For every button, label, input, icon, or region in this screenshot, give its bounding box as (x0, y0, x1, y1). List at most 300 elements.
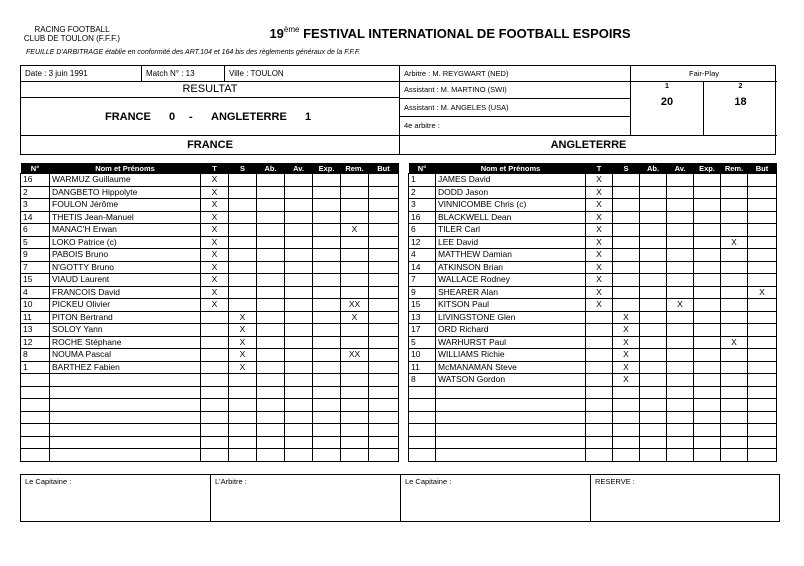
column-header: Nom et Prénoms (436, 163, 586, 174)
table-cell: XX (341, 349, 369, 362)
table-cell (748, 224, 777, 237)
assistant-1: Assistant : M. MARTINO (SWI) (400, 82, 631, 99)
table-cell (640, 374, 667, 387)
table-cell: X (721, 236, 748, 249)
table-cell (721, 249, 748, 262)
table-cell: X (229, 336, 257, 349)
table-cell (50, 374, 201, 387)
table-cell (229, 374, 257, 387)
table-cell: X (613, 324, 640, 337)
table-cell (369, 349, 399, 362)
table-cell (640, 249, 667, 262)
table-cell: NOUMA Pascal (50, 349, 201, 362)
table-cell (313, 424, 341, 437)
table-cell (313, 374, 341, 387)
table-cell: LOKO Patrice (c) (50, 236, 201, 249)
table-row (21, 249, 399, 262)
table-cell (667, 286, 694, 299)
table-cell (201, 399, 229, 412)
score-value2: 1 (305, 111, 312, 123)
table-cell (748, 261, 777, 274)
column-header: Av. (285, 163, 313, 174)
table-row (21, 211, 399, 224)
table-cell (586, 374, 613, 387)
table-cell (341, 424, 369, 437)
table-row (409, 374, 777, 387)
match-date: Date : 3 juin 1991 (21, 66, 142, 82)
table-cell: X (201, 286, 229, 299)
table-cell (229, 249, 257, 262)
table-cell (21, 399, 50, 412)
table-cell (285, 224, 313, 237)
table-cell (613, 286, 640, 299)
table-row (409, 311, 777, 324)
table-cell: 4 (409, 249, 436, 262)
table-cell (640, 274, 667, 287)
table-cell: 11 (21, 311, 50, 324)
table-cell (285, 449, 313, 462)
table-cell (694, 336, 721, 349)
table-cell (369, 274, 399, 287)
table-cell (341, 199, 369, 212)
table-cell (748, 374, 777, 387)
empty-row (21, 424, 399, 437)
table-cell (748, 249, 777, 262)
table-cell (313, 274, 341, 287)
table-cell (285, 324, 313, 337)
table-cell (257, 236, 285, 249)
table-cell: X (586, 174, 613, 187)
table-cell (201, 336, 229, 349)
table-cell: 13 (21, 324, 50, 337)
table-cell: X (586, 274, 613, 287)
table-cell (667, 236, 694, 249)
table-cell (341, 286, 369, 299)
table-row (409, 249, 777, 262)
table-cell (50, 424, 201, 437)
table-cell (613, 249, 640, 262)
table-cell (369, 424, 399, 437)
table-cell: 14 (409, 261, 436, 274)
table-cell (721, 286, 748, 299)
table-cell (341, 186, 369, 199)
table-cell (436, 411, 586, 424)
table-cell (694, 349, 721, 362)
table-cell (257, 324, 285, 337)
table-cell (341, 211, 369, 224)
table-cell (257, 311, 285, 324)
table-cell: ORD Richard (436, 324, 586, 337)
table-cell (586, 311, 613, 324)
table-cell (667, 436, 694, 449)
table-cell (694, 261, 721, 274)
empty-row (21, 436, 399, 449)
empty-row (409, 411, 777, 424)
table-cell (694, 224, 721, 237)
table-cell (667, 349, 694, 362)
table-cell (721, 311, 748, 324)
table-cell (229, 299, 257, 312)
table-cell (201, 449, 229, 462)
table-cell (285, 436, 313, 449)
table-cell (694, 424, 721, 437)
table-cell: FRANCOIS David (50, 286, 201, 299)
table-cell (667, 174, 694, 187)
table-row (21, 186, 399, 199)
table-cell (257, 199, 285, 212)
table-cell: 16 (21, 174, 50, 187)
table-cell (640, 236, 667, 249)
table-cell (640, 424, 667, 437)
table-cell (341, 324, 369, 337)
table-cell (667, 261, 694, 274)
table-row (409, 349, 777, 362)
table-cell (721, 399, 748, 412)
table-cell: X (613, 311, 640, 324)
title-number: 19 (269, 26, 284, 41)
table-cell: WARHURST Paul (436, 336, 586, 349)
table-cell (667, 399, 694, 412)
table-cell (640, 324, 667, 337)
table-cell (748, 449, 777, 462)
table-cell (257, 399, 285, 412)
table-cell: X (586, 186, 613, 199)
table-cell (409, 436, 436, 449)
table-cell: X (201, 236, 229, 249)
table-cell: ATKINSON Brian (436, 261, 586, 274)
table-row (21, 274, 399, 287)
column-header: But (369, 163, 399, 174)
table-row (409, 224, 777, 237)
table-cell (285, 211, 313, 224)
table-cell (21, 424, 50, 437)
table-cell: X (229, 324, 257, 337)
column-header: T (586, 163, 613, 174)
empty-row (21, 449, 399, 462)
table-row (21, 299, 399, 312)
table-cell: X (586, 211, 613, 224)
empty-row (409, 386, 777, 399)
table-cell (640, 299, 667, 312)
table-cell: 10 (21, 299, 50, 312)
table-cell (201, 386, 229, 399)
table-cell (694, 436, 721, 449)
empty-row (21, 374, 399, 387)
table-cell (257, 361, 285, 374)
table-cell (285, 274, 313, 287)
table-cell (369, 236, 399, 249)
table-cell: 1 (409, 174, 436, 187)
table-cell (201, 361, 229, 374)
table-cell: 7 (21, 261, 50, 274)
match-city: Ville : TOULON (225, 66, 400, 82)
table-cell (229, 211, 257, 224)
match-info-block (20, 65, 776, 155)
table-cell: X (586, 236, 613, 249)
table-cell (201, 411, 229, 424)
table-cell (694, 174, 721, 187)
table-cell: X (613, 361, 640, 374)
table-cell (313, 224, 341, 237)
table-cell (694, 249, 721, 262)
table-cell (201, 311, 229, 324)
column-header: Nom et Prénoms (50, 163, 201, 174)
table-cell (694, 374, 721, 387)
table-cell (613, 436, 640, 449)
table-cell (613, 174, 640, 187)
table-cell (257, 336, 285, 349)
table-row (409, 286, 777, 299)
table-cell (748, 324, 777, 337)
table-cell (667, 324, 694, 337)
table-cell: 3 (21, 199, 50, 212)
table-cell (257, 286, 285, 299)
table-cell: 15 (21, 274, 50, 287)
table-cell (369, 324, 399, 337)
table-cell (640, 349, 667, 362)
empty-row (409, 449, 777, 462)
table-cell (694, 286, 721, 299)
table-cell (748, 186, 777, 199)
table-cell (640, 286, 667, 299)
table-cell: BARTHEZ Fabien (50, 361, 201, 374)
table-cell: PITON Bertrand (50, 311, 201, 324)
table-cell (201, 424, 229, 437)
table-cell (409, 449, 436, 462)
table-cell (313, 361, 341, 374)
column-header: S (613, 163, 640, 174)
table-cell (721, 349, 748, 362)
table-cell (285, 299, 313, 312)
table-cell (694, 299, 721, 312)
table-cell (369, 224, 399, 237)
table-cell: WALLACE Rodney (436, 274, 586, 287)
table-cell: SHEARER Alan (436, 286, 586, 299)
table-cell: X (229, 311, 257, 324)
table-row (409, 274, 777, 287)
table-cell (640, 361, 667, 374)
table-cell (313, 411, 341, 424)
table-cell (436, 436, 586, 449)
table-cell (369, 186, 399, 199)
table-cell: WATSON Gordon (436, 374, 586, 387)
table-cell (613, 274, 640, 287)
table-cell (257, 211, 285, 224)
table-row (21, 336, 399, 349)
table-cell: 1 (21, 361, 50, 374)
table-cell: X (586, 249, 613, 262)
table-cell: X (748, 286, 777, 299)
column-header: N° (21, 163, 50, 174)
table-cell: X (341, 224, 369, 237)
resultat-label: RESULTAT (21, 82, 400, 98)
table-cell (313, 211, 341, 224)
referee-signature: L'Arbitre : (211, 475, 401, 521)
table-cell (613, 449, 640, 462)
table-cell (721, 324, 748, 337)
table-row (409, 174, 777, 187)
table-cell (229, 186, 257, 199)
table-cell: X (229, 361, 257, 374)
table-cell (341, 274, 369, 287)
table-cell (694, 386, 721, 399)
table-cell: X (201, 224, 229, 237)
table-cell (640, 211, 667, 224)
table-cell: BLACKWELL Dean (436, 211, 586, 224)
table-cell: LEE David (436, 236, 586, 249)
table-cell (257, 224, 285, 237)
table-cell (721, 299, 748, 312)
table-cell (313, 236, 341, 249)
fairplay-label: Fair-Play (631, 66, 777, 82)
captain-england-signature: Le Capitaine : (401, 475, 591, 521)
table-cell (313, 324, 341, 337)
table-cell (409, 399, 436, 412)
column-header: T (201, 163, 229, 174)
table-cell: X (586, 199, 613, 212)
table-cell (257, 261, 285, 274)
table-cell: 5 (409, 336, 436, 349)
table-row (21, 324, 399, 337)
table-cell: 6 (21, 224, 50, 237)
table-cell (721, 261, 748, 274)
table-cell (613, 399, 640, 412)
table-cell: 12 (409, 236, 436, 249)
table-cell (667, 274, 694, 287)
table-cell (694, 236, 721, 249)
table-cell (640, 411, 667, 424)
table-cell (667, 224, 694, 237)
table-cell: 2 (409, 186, 436, 199)
table-cell (667, 374, 694, 387)
table-row (21, 311, 399, 324)
table-cell: X (586, 299, 613, 312)
table-cell (257, 386, 285, 399)
table-row (409, 336, 777, 349)
table-cell: VIAUD Laurent (50, 274, 201, 287)
table-cell (285, 361, 313, 374)
table-cell: JAMES David (436, 174, 586, 187)
table-cell (748, 199, 777, 212)
table-cell (748, 424, 777, 437)
table-row (409, 324, 777, 337)
table-cell (369, 399, 399, 412)
table-cell (229, 224, 257, 237)
table-cell (721, 274, 748, 287)
table-cell (313, 174, 341, 187)
table-cell: XX (341, 299, 369, 312)
table-cell (640, 436, 667, 449)
table-cell (667, 336, 694, 349)
table-cell (313, 449, 341, 462)
table-cell (613, 299, 640, 312)
table-cell (229, 174, 257, 187)
table-cell (748, 211, 777, 224)
fourth-official: 4e arbitre : (400, 117, 631, 136)
table-cell (285, 311, 313, 324)
table-cell: PICKEU Olivier (50, 299, 201, 312)
table-cell (748, 274, 777, 287)
table-cell (285, 374, 313, 387)
table-cell (586, 361, 613, 374)
table-row (409, 236, 777, 249)
table-cell: 13 (409, 311, 436, 324)
table-cell: X (667, 299, 694, 312)
table-cell (586, 424, 613, 437)
table-cell (667, 211, 694, 224)
table-cell (313, 299, 341, 312)
table-cell (613, 261, 640, 274)
table-cell: FOULON Jérôme (50, 199, 201, 212)
table-cell (748, 336, 777, 349)
table-cell (369, 174, 399, 187)
table-cell (640, 336, 667, 349)
table-cell (21, 374, 50, 387)
table-cell (694, 399, 721, 412)
fairplay-france (631, 82, 704, 136)
table-cell: X (201, 186, 229, 199)
table-cell (586, 349, 613, 362)
table-cell (369, 249, 399, 262)
table-cell (640, 399, 667, 412)
page-title (230, 25, 670, 41)
table-cell (667, 361, 694, 374)
fairplay-score-2: 18 (734, 96, 747, 108)
table-cell: X (586, 224, 613, 237)
table-cell: 16 (409, 211, 436, 224)
table-cell: 3 (409, 199, 436, 212)
table-cell (369, 211, 399, 224)
column-header: Rem. (721, 163, 748, 174)
table-cell: X (229, 349, 257, 362)
table-cell: SOLOY Yann (50, 324, 201, 337)
table-cell (229, 261, 257, 274)
table-cell (640, 224, 667, 237)
table-cell: X (201, 199, 229, 212)
table-row (409, 361, 777, 374)
table-cell (640, 261, 667, 274)
table-cell (201, 349, 229, 362)
table-cell (721, 436, 748, 449)
score-dash: - (189, 111, 193, 123)
table-cell (409, 411, 436, 424)
table-row (409, 211, 777, 224)
table-cell (667, 424, 694, 437)
table-cell (721, 386, 748, 399)
subtitle: FEUILLE D'ARBITRAGE établie en conformité des ART.104 et 164 bis des règlements généraux de la F.F.F. (26, 49, 361, 56)
table-cell (313, 399, 341, 412)
table-row (409, 299, 777, 312)
table-cell (613, 424, 640, 437)
table-cell (640, 199, 667, 212)
table-cell (285, 261, 313, 274)
table-cell (285, 411, 313, 424)
table-cell (369, 336, 399, 349)
column-header: Exp. (694, 163, 721, 174)
table-cell (313, 286, 341, 299)
table-cell: KITSON Paul (436, 299, 586, 312)
table-row (21, 224, 399, 237)
table-cell (748, 174, 777, 187)
table-cell (721, 186, 748, 199)
table-cell (667, 199, 694, 212)
table-cell (285, 236, 313, 249)
table-cell (50, 436, 201, 449)
score-value1: 0 (169, 111, 176, 123)
table-row (409, 186, 777, 199)
table-cell (257, 411, 285, 424)
table-header-row (409, 163, 777, 174)
